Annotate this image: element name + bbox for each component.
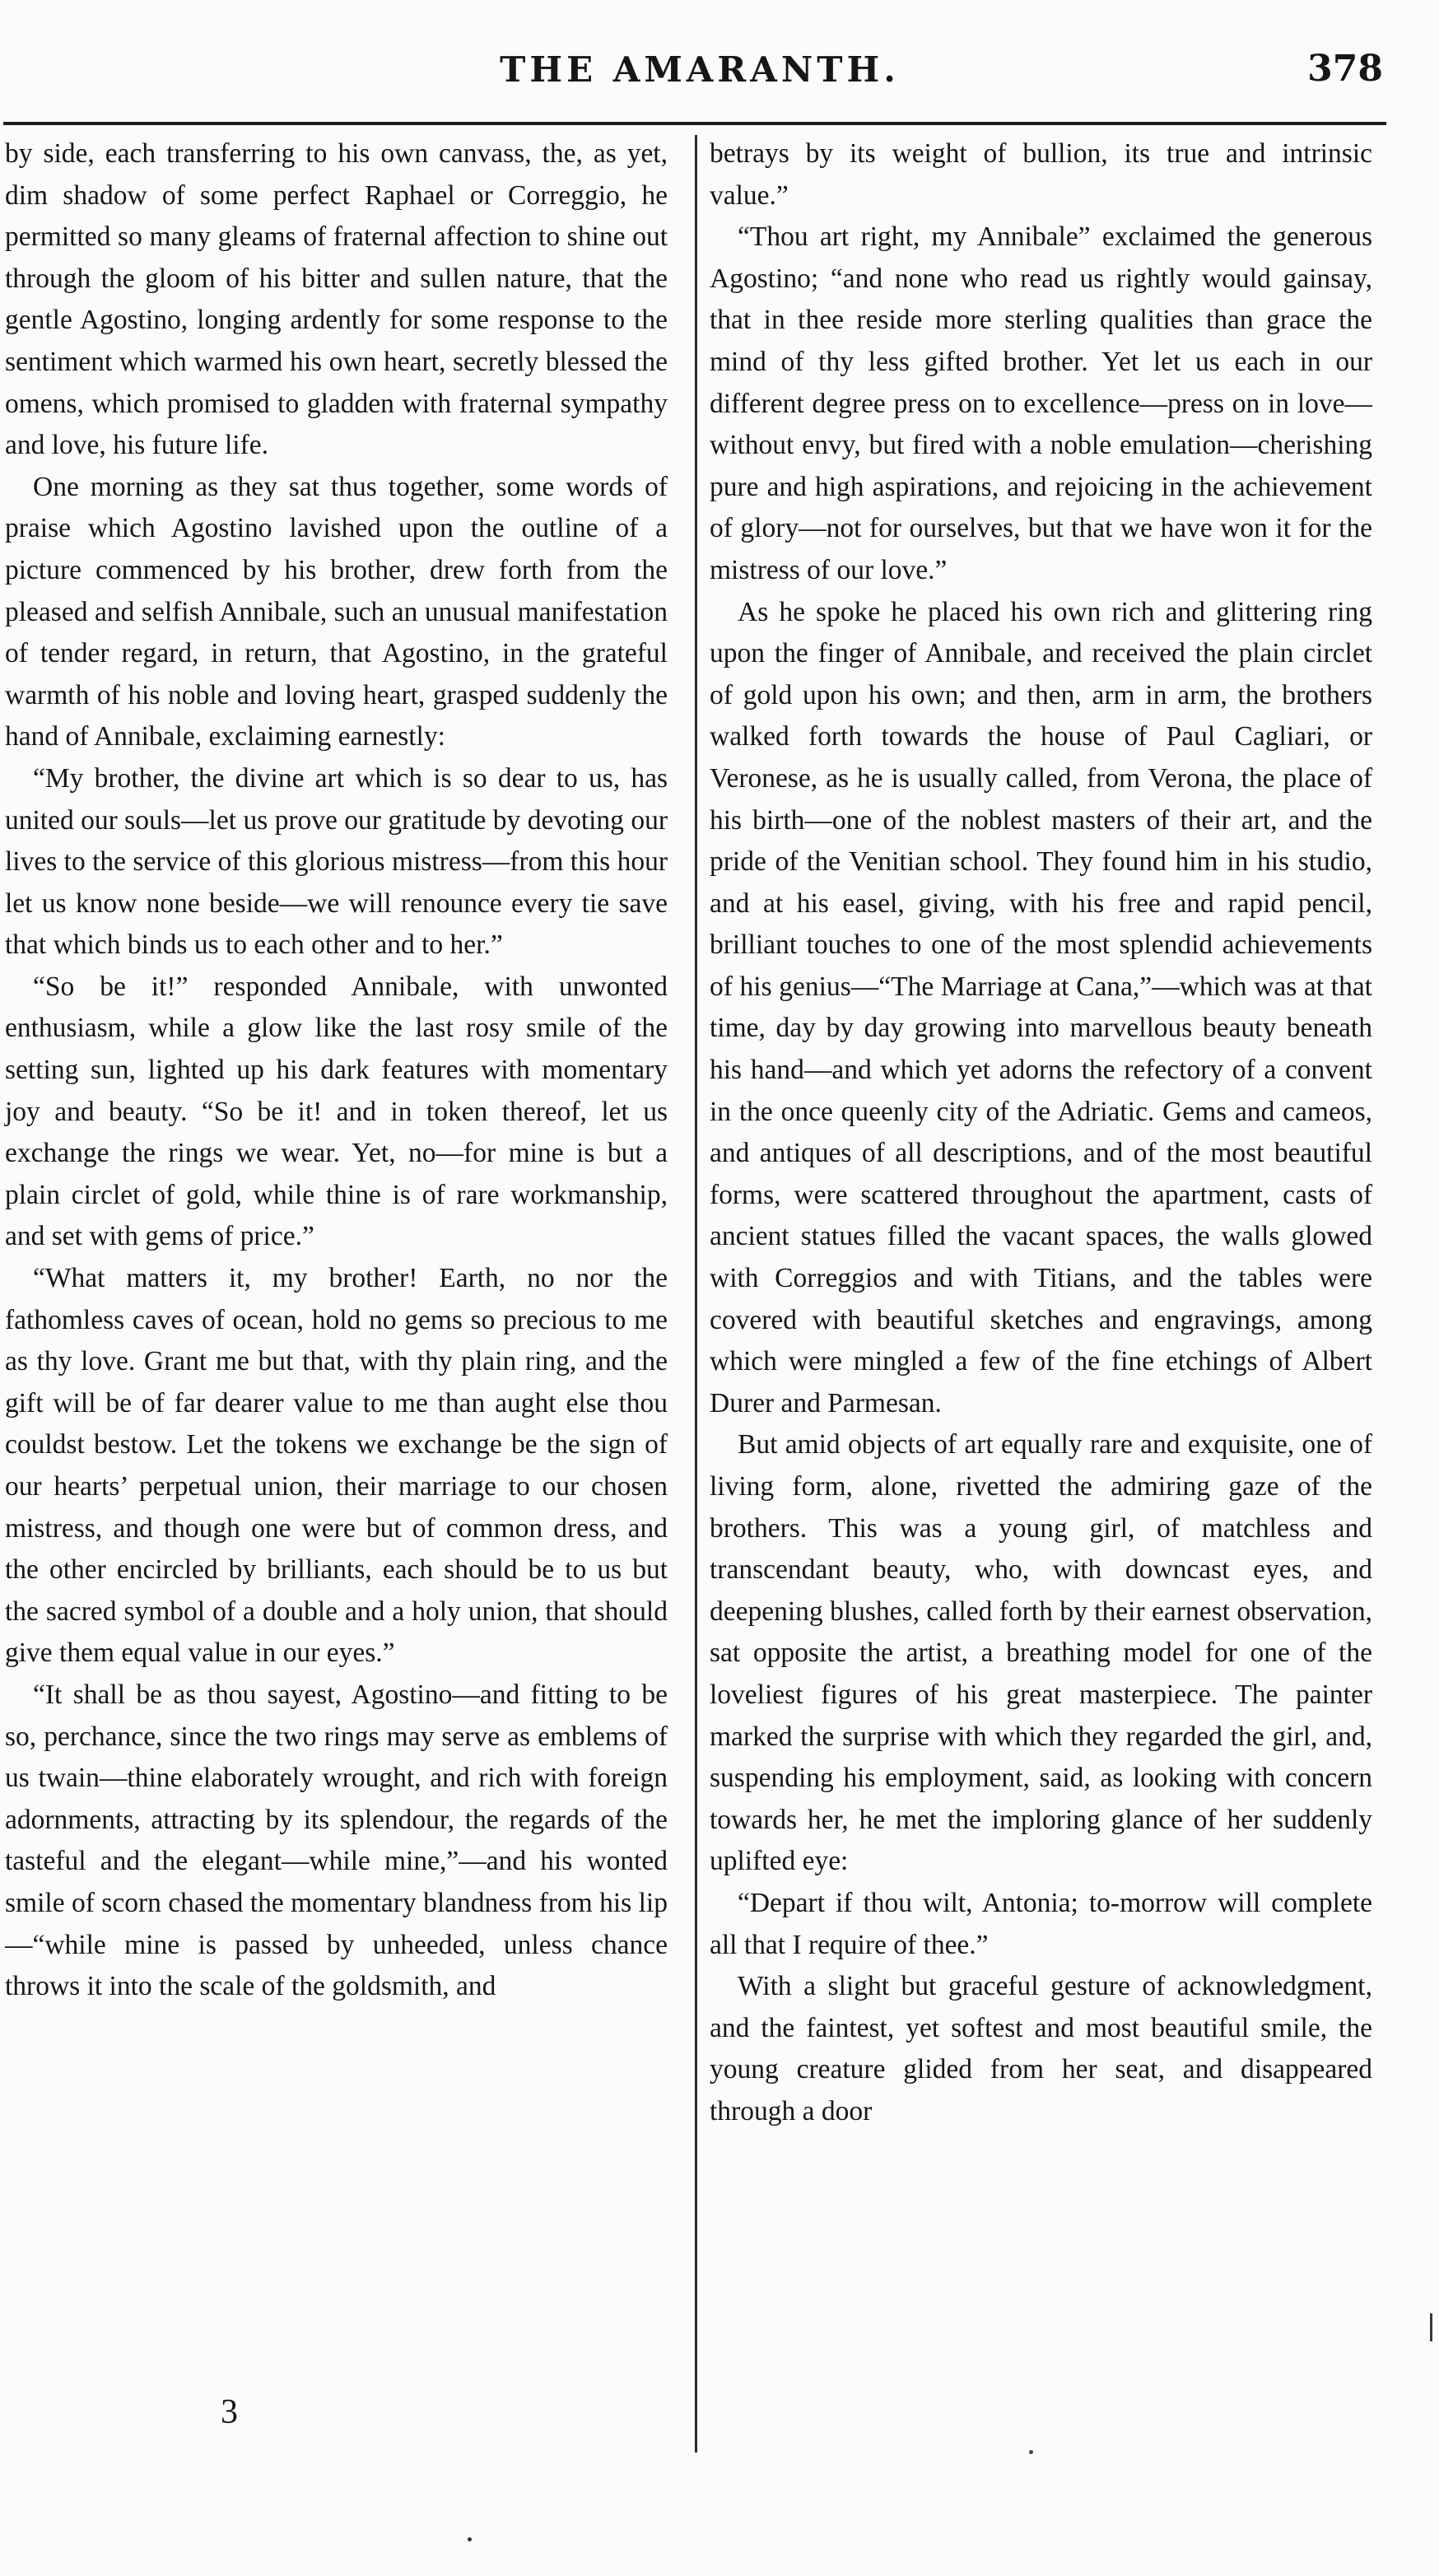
paragraph: by side, each transferring to his own canvass, the, as yet, dim shadow of some perfect Raphael or Correggio, he permitted so many gleams of fraternal affection to shine out through the gloom of his bitter and sullen nature, that the gentle Agostino, longing ardently for some response to the sentiment which warmed his own heart, secretly blessed the omens, which promised to gladden with fraternal sympathy and love, his future life.: [5, 138, 668, 461]
paragraph: As he spoke he placed his own rich and glittering ring upon the finger of Annibale, and received the plain circlet of gold upon his own; and then, arm in arm, the brothers walked forth towards the house of Paul Cagliari, or Veronese, as he is usually called, from Verona, the place of his birth—one of the noblest masters of their art, and the pride of the Venitian school. They found him in his studio, and at his easel, giving, with his free and rapid pencil, brilliant touches to one of the most splendid achievements of his genius—“The Marriage at Cana,”—which was at that time, day by day growing into marvellous beauty beneath his hand—and which yet adorns the refectory of a convent in the once queenly city of the Adriatic. Gems and cameos, and antiques of all descriptions, and of the most beautiful forms, were scattered throughout the apartment, casts of ancient statues filled the vacant spaces, the walls glowed with Correggios and with Titians, and the tables were covered with beautiful sketches and engravings, among which were mingled a few of the fine etchings of Albert Durer and Parmesan.: [710, 596, 1372, 1418]
paragraph: “So be it!” responded Annibale, with unwonted enthusiasm, while a glow like the last rosy smile of the setting sun, lighted up his dark features with momentary joy and beauty. “So be it! and in token thereof, let us exchange the rings we wear. Yet, no—for mine is but a plain circlet of gold, while thine is of rare workmanship, and set with gems of price.”: [5, 971, 668, 1252]
paragraph: “It shall be as thou sayest, Agostino—and fitting to be so, perchance, since the two rings may serve as emblems of us twain—thine elaborately wrought, and rich with foreign adornments, attracting by its splendour, the regards of the tasteful and the elegant—while mine,”—and his wonted smile of scorn chased the momentary blandness from his lip—“while mine is passed by unheeded, unless chance throws it into the scale of the goldsmith, and: [5, 1679, 668, 2002]
left-column: [5, 133, 668, 2008]
paragraph: “Thou art right, my Annibale” exclaimed the generous Agostino; “and none who read us rightly would gainsay, that in thee reside more sterling qualities than grace the mind of thy less gifted brother. Yet let us each in our different degree press on to excellence—press on in love—without envy, but fired with a noble emulation—cherishing pure and high aspirations, and rejoicing in the achievement of glory—not for ourselves, but that we have won it for the mistress of our love.”: [710, 221, 1372, 585]
paragraph: “My brother, the divine art which is so dear to us, has united our souls—let us prove our gratitude by devoting our lives to the service of this glorious mistress—from this hour let us know none beside—we will renounce every tie save that which binds us to each other and to her.”: [5, 762, 668, 961]
journal-title: THE AMARANTH.: [500, 49, 900, 90]
edge-mark: [1430, 2313, 1432, 2341]
running-header: [0, 49, 1399, 115]
signature-mark: 3: [221, 2393, 238, 2431]
page-number: 378: [1307, 48, 1383, 90]
column-divider: [695, 135, 697, 2453]
paragraph: With a slight but graceful gesture of acknowledgment, and the faintest, yet softest and most beautiful smile, the young creature glided from her seat, and disappeared through a door: [710, 1971, 1372, 2126]
paragraph: betrays by its weight of bullion, its true and intrinsic value.”: [710, 138, 1372, 211]
ink-speck: [1029, 2450, 1033, 2454]
paragraph: “Depart if thou wilt, Antonia; to-morrow will complete all that I require of thee.”: [710, 1887, 1372, 1960]
paragraph: One morning as they sat thus together, some words of praise which Agostino lavished upon the outline of a picture commenced by his brother, drew forth from the pleased and selfish Annibale, such an unusual manifestation of tender regard, in return, that Agostino, in the grateful warmth of his noble and loving heart, grasped suddenly the hand of Annibale, exclaiming earnestly:: [5, 471, 668, 752]
right-column: [710, 133, 1372, 2133]
paragraph: But amid objects of art equally rare and exquisite, one of living form, alone, rivetted the admiring gaze of the brothers. This was a young girl, of matchless and transcendant beauty, who, with downcast eyes, and deepening blushes, called forth by their earnest observation, sat opposite the artist, a breathing model for one of the loveliest figures of his great masterpiece. The painter marked the surprise with which they regarded the girl, and, suspending his employment, said, as looking with concern towards her, he met the imploring glance of her suddenly uplifted eye:: [710, 1429, 1372, 1877]
ink-speck: [468, 2537, 472, 2541]
header-rule: [3, 122, 1386, 125]
paragraph: “What matters it, my brother! Earth, no nor the fathomless caves of ocean, hold no gems so precious to me as thy love. Grant me but that, with thy plain ring, and the gift will be of far dearer value to me than aught else thou couldst bestow. Let the tokens we exchange be the sign of our hearts’ perpetual union, their marriage to our chosen mistress, and though one were but of common dress, and the other encircled by brilliants, each should be to us but the sacred symbol of a double and a holy union, that should give them equal value in our eyes.”: [5, 1263, 668, 1669]
